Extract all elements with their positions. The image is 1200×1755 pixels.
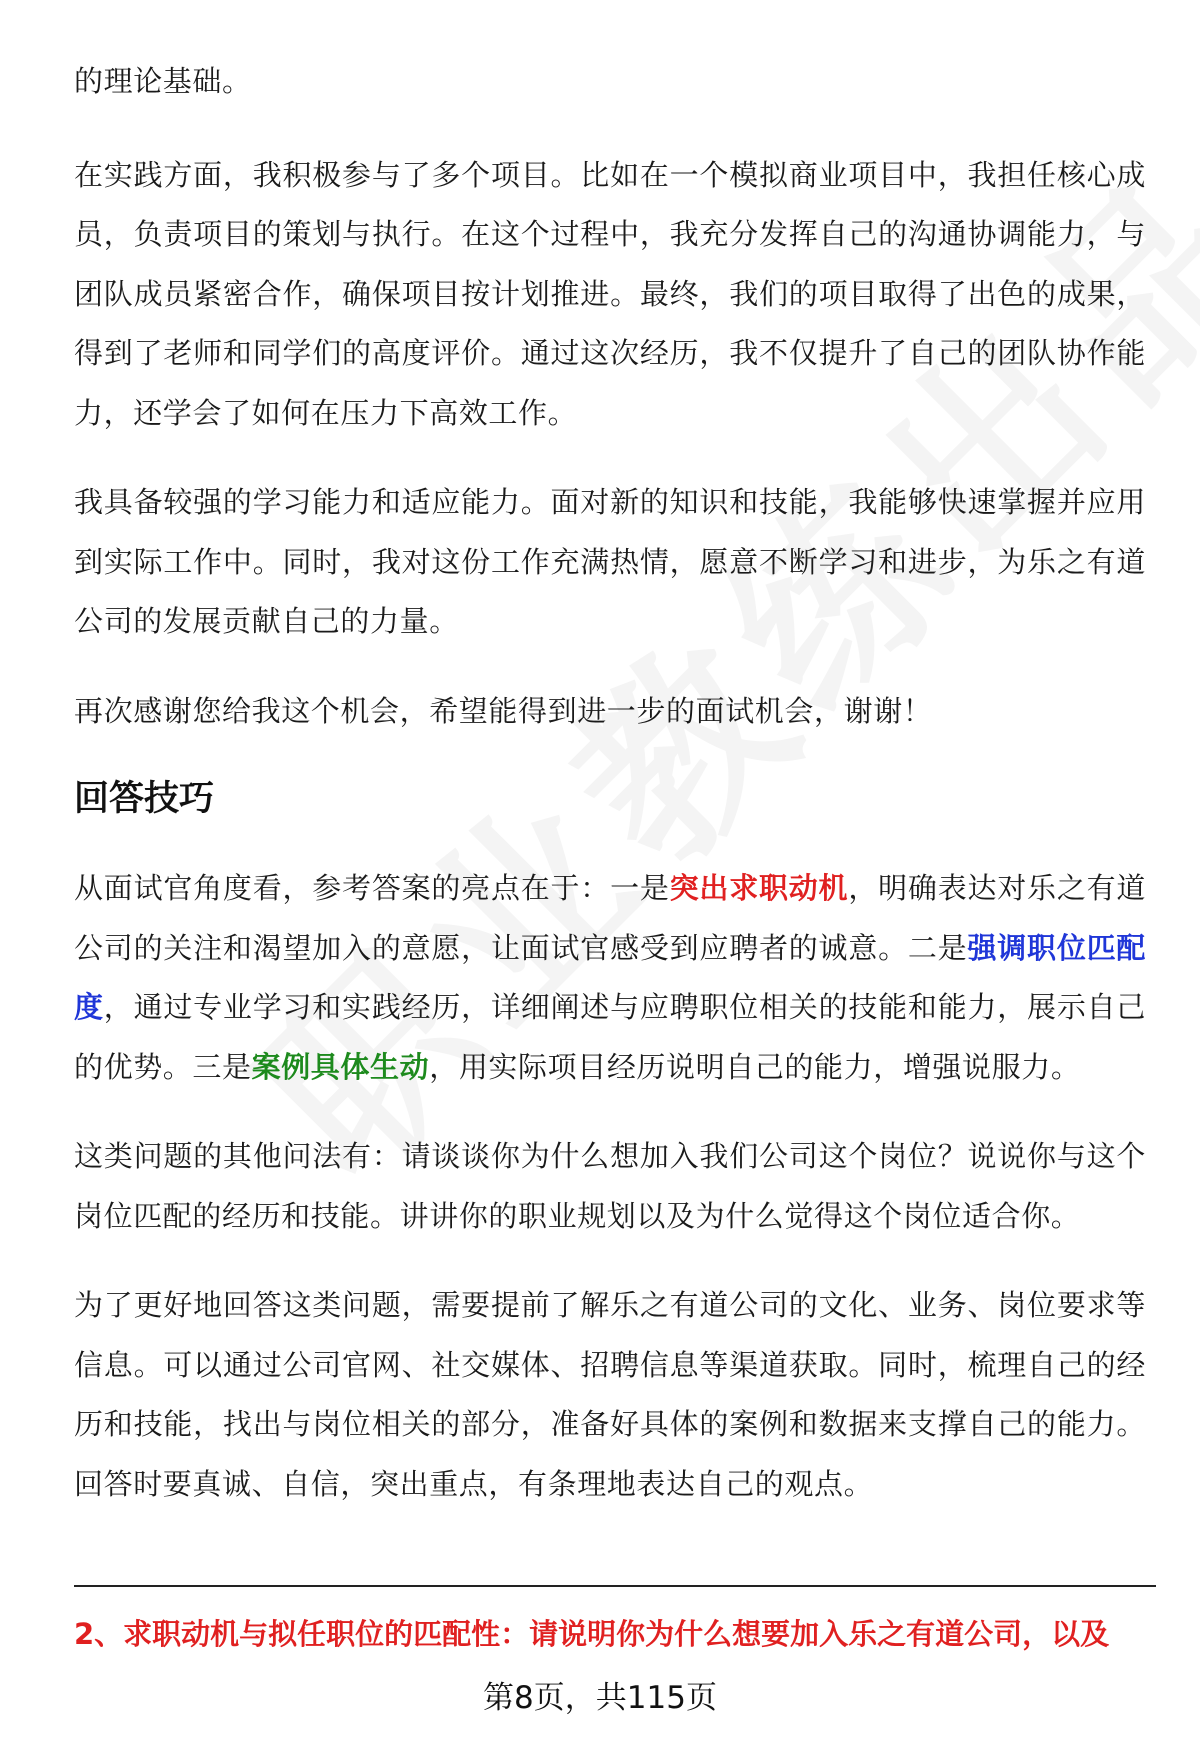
page-content [74,52,1146,1544]
highlight-position-match: 强调职位匹配度 [74,930,1146,1024]
tips-text-4: ，用实际项目经历说明自己的能力，增强说服力。 [429,1049,1081,1084]
next-question-title: 2、求职动机与拟任职位的匹配性：请说明你为什么想要加入乐之有道公司，以及 [74,1617,1110,1651]
tips-text-3: ，通过专业学习和实践经历，详细阐述与应聘职位相关的技能和能力，展示自己的优势。三是 [74,990,1146,1084]
paragraph-thanks: 再次感谢您给我这个机会，希望能得到进一步的面试机会，谢谢！ [74,693,933,728]
highlight-specific-cases: 案例具体生动 [251,1049,430,1084]
tips-text-2: ，明确表达对乐之有道公司的关注和渴望加入的意愿，让面试官感受到应聘者的诚意。二是 [74,871,1146,965]
section-divider [74,1585,1156,1587]
paragraph-alternative-questions: 这类问题的其他问法有：请谈谈你为什么想加入我们公司这个岗位？说说你与这个岗位匹配的经历和技能。讲讲你的职业规划以及为什么觉得这个岗位适合你。 [74,1139,1146,1233]
page-number-footer: 第8页，共115页 [483,1680,717,1716]
paragraph-preparation-advice: 为了更好地回答这类问题，需要提前了解乐之有道公司的文化、业务、岗位要求等信息。可以通过公司官网、社交媒体、招聘信息等渠道获取。同时，梳理自己的经历和技能，找出与岗位相关的部分，准备好具体的案例和数据来支撑自己的能力。回答时要真诚、自信，突出重点，有条理地表达自己的观点。 [74,1288,1146,1501]
paragraph-practice: 在实践方面，我积极参与了多个项目。比如在一个模拟商业项目中，我担任核心成员，负责项目的策划与执行。在这个过程中，我充分发挥自己的沟通协调能力，与团队成员紧密合作，确保项目按计划推进。最终，我们的项目取得了出色的成果，得到了老师和同学们的高度评价。通过这次经历，我不仅提升了自己的团队协作能力，还学会了如何在压力下高效工作。 [74,157,1146,430]
paragraph-learning-ability: 我具备较强的学习能力和适应能力。面对新的知识和技能，我能够快速掌握并应用到实际工作中。同时，我对这份工作充满热情，愿意不断学习和进步，为乐之有道公司的发展贡献自己的力量。 [74,485,1146,638]
section-heading-tips: 回答技巧 [74,779,215,819]
paragraph-continuation: 的理论基础。 [74,64,252,98]
tips-text-1: 从面试官角度看，参考答案的亮点在于：一是 [74,871,670,905]
paragraph-tips-highlights [74,859,1146,1097]
highlight-motivation: 突出求职动机 [669,871,849,905]
